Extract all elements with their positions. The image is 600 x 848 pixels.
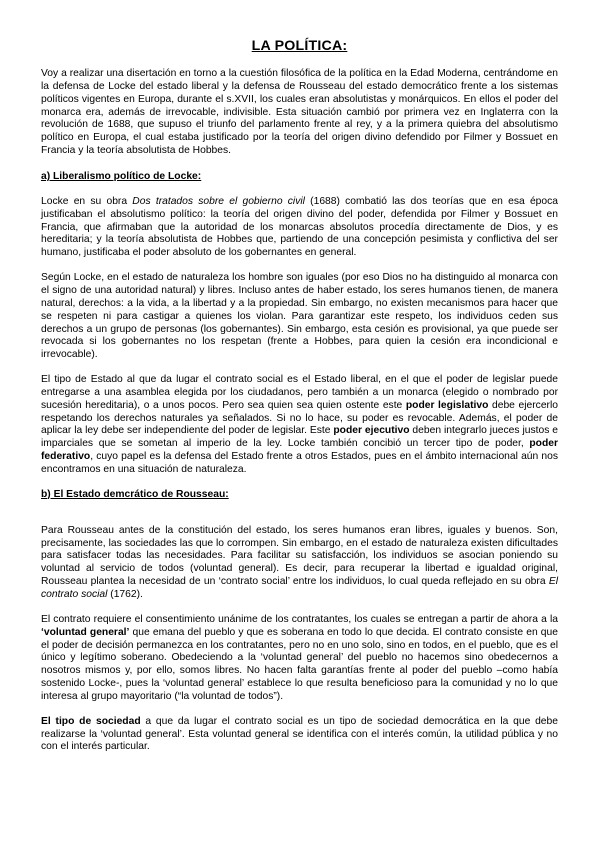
text-run: a que da lugar el contrato social es un tipo de sociedad democrática en la que debe realizarse la ‘voluntad general’. Esta voluntad general se identifica con el interés común, la utilidad pública y no con el interés particular. — [41, 715, 558, 753]
text-run: debe ejercerlo respetando los derechos naturales ya señalados. Si no lo hace, su poder es revocable. Además, el poder de aplicar la ley debe ser independiente del poder de legislar. Este — [41, 399, 558, 437]
text-run: Para Rousseau antes de la constitución del estado, los seres humanos eran libres, iguales y buenos. Son, precisamente, las sociedades las que lo corrompen. Sin embargo, en el estado de naturaleza existen dificultades para satisfacer todas las necesidades. Para facilitar su satisfacción, los individuos se asocian poniendo su voluntad al servicio de todos (voluntad general). Es decir, para recuperar la libertad e igualdad original, Rousseau plantea la necesidad de un ‘contrato social’ entre los individuos, lo cual queda reflejado en su obra — [41, 524, 558, 588]
rousseau-paragraph-2 — [41, 614, 558, 704]
intro-paragraph: Voy a realizar una disertación en torno a la cuestión filosófica de la política en la Edad Moderna, centrándome en la defensa de Locke del estado liberal y la defensa de Rousseau del estado democrático frente a los sistemas políticos vigentes en Europa, durante el s.XVII, los cuales eran absolutistas y monárquicos. En ellos el poder del monarca era, además de irrevocable, indivisible. Esta situación cambió por primera vez en Inglaterra con la revolución de 1688, que supuso el triunfo del parlamento frente al rey, y a la primera quiebra del absolutismo político en Europa, el cual estaba justificado por la teoría del origen divino defendido por Filmer y Bossuet en Francia y la teoría absolutista de Hobbes. — [41, 68, 558, 157]
locke-paragraph-1 — [41, 196, 558, 260]
text-run: El tipo de Estado al que da lugar el contrato social es el Estado liberal, en el que el poder de legislar puede entregarse a una asamblea elegida por los ciudadanos, pero también a un monarca (elegido o nombrado por sucesión hereditaria), o a unos pocos. Pero sea quien sea quien ostente este — [41, 374, 558, 411]
text-run: (1762). — [107, 589, 143, 600]
text-run: que emana del pueblo y que es soberana en todo lo que decida. El contrato consiste en que el poder de decisión permanezca en los contratantes, pero no en uno solo, sino en todos, en el pueblo, que es el único y legítimo soberano. Obedeciendo a la ‘voluntad general’ del pueblo no hacemos sino obedecernos a nosotros mismos y, por ello, somos libres. No hacen falta garantías frente al poder del pueblo –como había sostenido Locke-, pues la ‘voluntad general’ establece lo que resulta beneficioso para la comunidad y no lo que interesa al grupo mayoritario (“la voluntad de todos”). — [41, 626, 558, 702]
section-b-heading: b) El Estado demcrático de Rousseau: — [41, 488, 229, 500]
work-title: Dos tratados sobre el gobierno civil — [132, 195, 305, 207]
bold-term: poder federativo — [41, 438, 558, 463]
text-run: deben integrarlo jueces justos e imparciales que se sometan al imperio de la ley. Locke también concibió un tercer tipo de poder, — [41, 425, 558, 450]
text-run: Locke en su obra — [41, 195, 133, 207]
bold-term: poder ejecutivo — [333, 425, 410, 437]
page-title: LA POLÍTICA: — [251, 38, 348, 54]
section-a-heading: a) Liberalismo político de Locke: — [41, 170, 202, 182]
text-run: , cuyo papel es la defensa del Estado frente a otros Estados, pues en el ámbito internacional aún nos encontramos en una situación de naturaleza. — [41, 451, 558, 475]
locke-paragraph-3 — [41, 374, 558, 477]
work-title: El contrato social — [41, 576, 558, 600]
bold-term: ‘voluntad general’ — [41, 626, 130, 638]
locke-paragraph-2: Según Locke, en el estado de naturaleza los hombre son iguales (por eso Dios no ha distinguido al monarca con el signo de una autoridad natural) y libres. Incluso antes de haber estado, los seres humanos tienen, de manera natural, derechos: a la vida, a la libertad y a la propiedad. Sin embargo, no existen mecanismos para hacer que se respeten ni para castigar a quienes los violan. Para garantizar este respeto, los individuos ceden sus derechos a un grupo de personas (los gobernantes). Sin embargo, esta cesión es provisional, ya que puede ser revocada si los gobernantes no los respetan (frente a Hobbes, para quien la cesión era incondicional e irrevocable). — [41, 272, 558, 361]
bold-term: El tipo de sociedad — [41, 715, 141, 727]
rousseau-paragraph-3 — [41, 716, 558, 755]
text-run: El contrato requiere el consentimiento unánime de los contratantes, los cuales se entregan a partir de ahora a la — [41, 613, 558, 625]
rousseau-paragraph-1 — [41, 525, 558, 602]
bold-term: poder legislativo — [405, 399, 489, 411]
text-run: (1688) combatió las dos teorías que en esa época justificaban el absolutismo político: la teoría del origen divino del poder, defendida por Filmer y Bossuet en Francia, que afirmaban que la autoridad de los monarcas absolutos procedía directamente de Dios, y es hereditaria; y la teoría absolutista de Hobbes que, partiendo de una concepción pesimista y conflictiva del ser humano, justificaba el poder absoluto de los gobernantes en general. — [41, 195, 558, 259]
